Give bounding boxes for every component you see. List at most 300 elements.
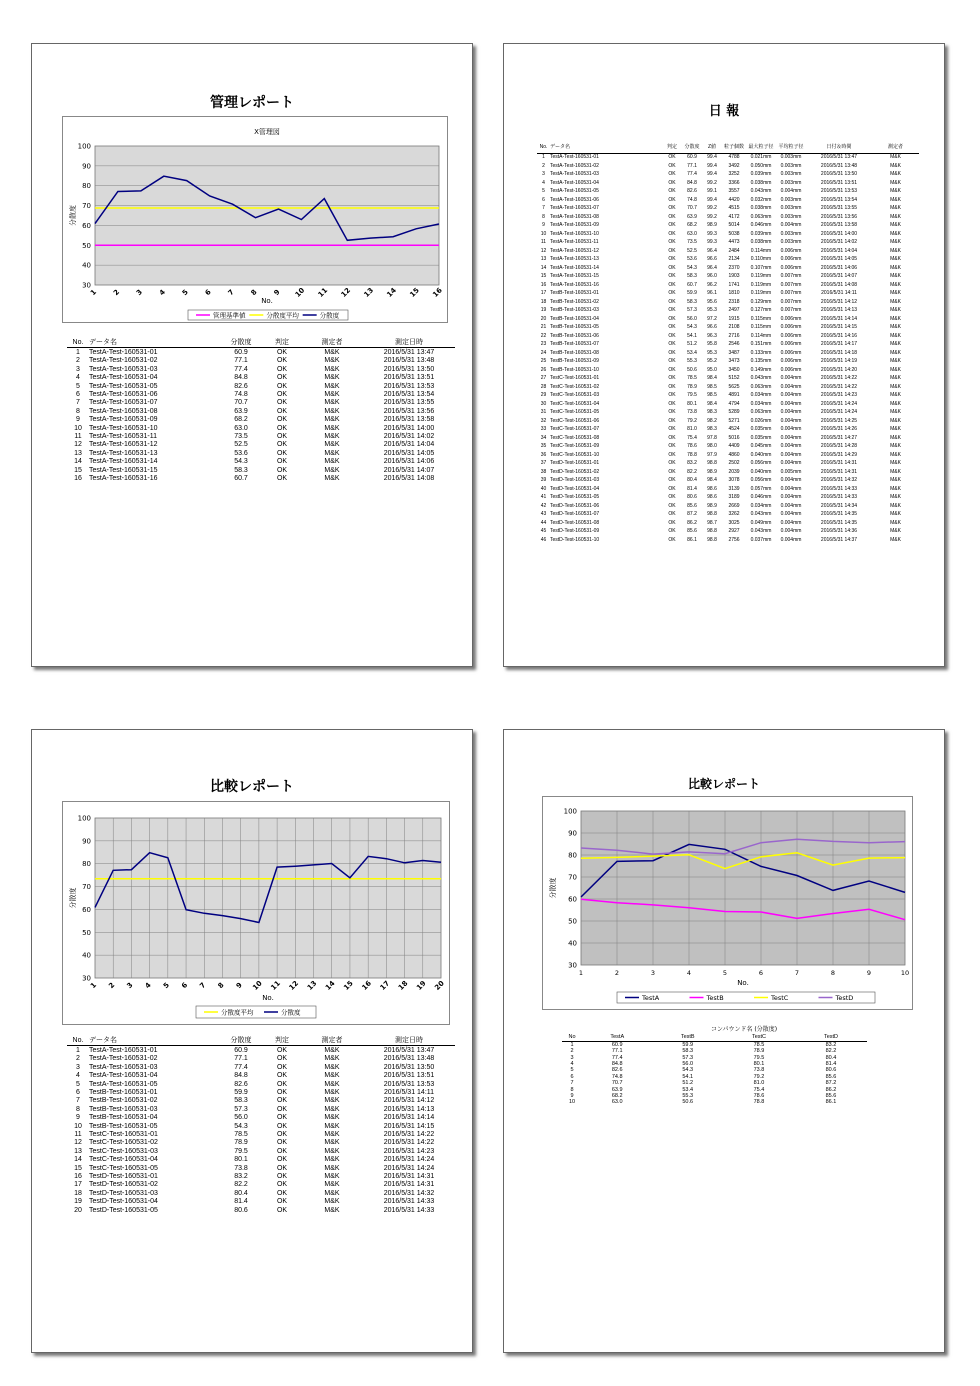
table-cell: 70.7	[687, 205, 697, 212]
table-cell: 38	[540, 468, 547, 475]
table-cell: TestA-Test-160531-08	[89, 407, 158, 415]
table-cell: 0.049mm	[750, 519, 772, 526]
report-page-comparison	[31, 729, 473, 1353]
table-cell: 3252	[728, 171, 740, 178]
table-cell: 75.4	[753, 1086, 765, 1093]
table-cell: OK	[668, 264, 676, 271]
table-cell: 82.2	[825, 1048, 837, 1055]
table-cell: OK	[276, 474, 288, 482]
table-cell: 95.2	[707, 358, 717, 365]
table-cell: OK	[276, 1105, 288, 1113]
table-cell: 77.1	[234, 1055, 248, 1063]
x-tick-label: 10	[293, 286, 307, 299]
table-row	[537, 324, 919, 333]
table-cell: 98.3	[707, 409, 717, 416]
table-cell: OK	[668, 443, 676, 450]
table-cell: 59.9	[682, 1041, 694, 1048]
y-axis-label: 分散度	[549, 877, 557, 899]
table-cell: M&K	[324, 1063, 340, 1071]
table-cell: M&K	[890, 536, 901, 543]
table-cell: 39	[540, 477, 547, 484]
table-cell: 0.004mm	[780, 400, 802, 407]
x-tick-label: 8	[216, 981, 226, 991]
data-table	[537, 143, 919, 545]
column-header: 測定者	[872, 143, 919, 153]
table-cell: TestC-Test-160531-09	[550, 443, 600, 450]
table-cell: 2016/5/31 14:31	[383, 1181, 435, 1189]
table-cell: TestC-Test-160531-03	[89, 1147, 158, 1155]
y-tick-label: 90	[568, 829, 577, 838]
table-cell: 99.4	[707, 162, 717, 169]
table-cell: 2016/5/31 13:54	[820, 196, 858, 203]
table-cell: TestD-Test-160531-08	[550, 519, 600, 526]
table-cell: 56.0	[682, 1061, 694, 1067]
table-cell: M&K	[890, 188, 901, 195]
table-cell: 0.006mm	[780, 247, 802, 254]
table-cell: 53.4	[682, 1086, 694, 1093]
x-tick-label: 10	[900, 969, 910, 977]
table-cell: 98.8	[707, 511, 717, 518]
table-cell: 18	[74, 1189, 82, 1197]
table-cell: 0.119mm	[750, 281, 772, 288]
table-cell: 95.3	[707, 307, 717, 314]
column-header: 分散度	[219, 1036, 263, 1046]
table-cell: OK	[276, 1147, 288, 1155]
table-cell: 3	[542, 171, 545, 178]
table-cell: 0.004mm	[780, 485, 802, 492]
table-cell: 0.046mm	[750, 494, 772, 501]
table-cell: 58.3	[234, 466, 248, 474]
table-cell: 2016/5/31 14:16	[820, 332, 858, 339]
table-cell: 14	[74, 458, 82, 466]
table-cell: M&K	[890, 349, 901, 356]
table-cell: TestC-Test-160531-05	[89, 1164, 158, 1172]
table-cell: OK	[276, 374, 288, 382]
table-cell: 4788	[728, 154, 740, 161]
table-row	[67, 1080, 455, 1088]
table-cell: OK	[668, 392, 676, 399]
table-cell: OK	[668, 315, 676, 322]
table-cell: TestD-Test-160531-03	[550, 477, 600, 484]
table-row	[537, 460, 919, 469]
report-page-management	[31, 43, 473, 667]
table-cell: 2016/5/31 14:31	[820, 460, 858, 467]
table-cell: 2016/5/31 14:33	[820, 485, 858, 492]
table-cell: 2502	[728, 460, 740, 467]
table-cell: 98.4	[707, 477, 717, 484]
table-cell: 74.8	[234, 391, 248, 399]
table-cell: TestB-Test-160531-02	[550, 298, 599, 305]
y-tick-label: 90	[82, 162, 91, 171]
column-header: No.	[537, 143, 550, 153]
table-cell: 60.9	[687, 154, 697, 161]
table-cell: 99.2	[707, 213, 717, 220]
legend-label: TestA	[642, 993, 660, 1002]
table-row	[67, 399, 455, 407]
table-cell: OK	[668, 366, 676, 373]
table-cell: 98.8	[707, 536, 717, 543]
table-cell: M&K	[324, 1072, 340, 1080]
table-cell: 2016/5/31 14:29	[820, 451, 858, 458]
table-row	[67, 1072, 455, 1080]
table-cell: 0.003mm	[780, 179, 802, 186]
table-cell: M&K	[890, 400, 901, 407]
comparison-chart	[62, 801, 450, 1025]
table-cell: 2	[542, 162, 545, 169]
table-cell: 63.9	[234, 407, 248, 415]
table-cell: 96.1	[707, 290, 717, 297]
table-cell: 3487	[728, 349, 740, 356]
table-cell: OK	[668, 196, 676, 203]
table-cell: 83.2	[687, 460, 697, 467]
table-row	[537, 290, 919, 299]
table-row	[537, 239, 919, 248]
table-cell: OK	[276, 1072, 288, 1080]
table-cell: 4	[542, 179, 545, 186]
table-row	[537, 315, 919, 324]
table-cell: M&K	[890, 154, 901, 161]
table-cell: 2016/5/31 13:56	[820, 213, 858, 220]
table-cell: 0.063mm	[750, 409, 772, 416]
table-cell: 78.8	[753, 1099, 765, 1106]
table-cell: M&K	[890, 213, 901, 220]
table-row	[537, 477, 919, 486]
table-cell: 96.2	[707, 281, 717, 288]
table-cell: OK	[276, 1122, 288, 1130]
table-cell: M&K	[890, 222, 901, 229]
column-header: TestB	[652, 1034, 722, 1042]
table-cell: 77.4	[611, 1054, 623, 1061]
table-cell: 2016/5/31 14:22	[820, 375, 858, 382]
table-cell: 0.005mm	[780, 468, 802, 475]
table-cell: 0.046mm	[750, 222, 772, 229]
compound-chart	[542, 796, 913, 1010]
table-row	[67, 1181, 455, 1189]
table-row	[537, 196, 919, 205]
table-cell: 84.8	[234, 374, 248, 382]
legend-label: TestD	[835, 993, 854, 1002]
table-cell: 79.5	[753, 1054, 765, 1061]
table-cell: 53.6	[234, 449, 248, 457]
table-cell: M&K	[890, 383, 901, 390]
x-axis-label: No.	[261, 297, 273, 305]
table-cell: 2016/5/31 14:34	[820, 502, 858, 509]
table-cell: 17	[74, 1181, 82, 1189]
table-cell: 4891	[728, 392, 740, 399]
table-cell: OK	[668, 494, 676, 501]
table-cell: M&K	[890, 443, 901, 450]
table-cell: 0.004mm	[780, 477, 802, 484]
table-cell: OK	[668, 188, 676, 195]
table-cell: OK	[276, 1198, 288, 1206]
table-cell: OK	[668, 222, 676, 229]
table-cell: M&K	[324, 416, 340, 424]
table-cell: OK	[668, 290, 676, 297]
table-cell: TestA-Test-160531-01	[89, 349, 158, 357]
table-cell: 5	[76, 382, 80, 390]
table-cell: 5038	[728, 230, 740, 237]
table-cell: OK	[276, 1063, 288, 1071]
table-cell: 41	[540, 494, 547, 501]
table-row	[537, 392, 919, 401]
table-cell: M&K	[890, 434, 901, 441]
table-cell: 60.9	[234, 1047, 248, 1055]
table-cell: 95.6	[707, 298, 717, 305]
data-table	[67, 338, 455, 483]
table-cell: 0.003mm	[780, 230, 802, 237]
table-row	[67, 449, 455, 457]
x-tick-label: 13	[305, 979, 319, 992]
page-title: 管理レポート	[210, 95, 294, 111]
table-cell: M&K	[324, 1147, 340, 1155]
table-cell: 2016/5/31 14:04	[383, 441, 435, 449]
table-row	[67, 1105, 455, 1113]
table-row	[537, 188, 919, 197]
table-cell: OK	[668, 409, 676, 416]
table-cell: OK	[668, 460, 676, 467]
table-cell: 0.034mm	[750, 400, 772, 407]
x-tick-label: 2	[111, 288, 122, 298]
table-cell: 2016/5/31 14:06	[820, 264, 858, 271]
table-cell: TestA-Test-160531-07	[550, 205, 599, 212]
table-cell: TestA-Test-160531-05	[89, 382, 158, 390]
table-cell: 4	[570, 1061, 574, 1067]
x-tick-label: 14	[385, 286, 398, 299]
column-header: TestC	[723, 1034, 795, 1042]
table-cell: OK	[668, 502, 676, 509]
table-cell: 0.037mm	[750, 536, 772, 543]
x-tick-label: 5	[180, 288, 190, 298]
table-cell: 2016/5/31 13:56	[383, 407, 435, 415]
table-cell: 5271	[728, 417, 740, 424]
table-row	[67, 1139, 455, 1147]
table-cell: 2016/5/31 14:27	[820, 434, 858, 441]
column-header: No.	[67, 338, 89, 348]
x-tick-label: 15	[408, 286, 421, 299]
table-cell: 68.2	[611, 1092, 623, 1099]
table-cell: 0.006mm	[780, 332, 802, 339]
table-cell: 84.8	[611, 1061, 623, 1067]
table-cell: OK	[668, 528, 676, 535]
table-cell: 5	[570, 1067, 574, 1074]
table-cell: 16	[540, 281, 547, 288]
table-cell: M&K	[890, 502, 901, 509]
table-cell: 2016/5/31 14:32	[820, 477, 858, 484]
table-cell: 2370	[728, 264, 740, 271]
table-cell: M&K	[890, 468, 901, 475]
table-cell: 0.021mm	[750, 154, 772, 161]
table-row	[67, 1189, 455, 1197]
table-cell: 98.2	[707, 417, 717, 424]
table-cell: TestA-Test-160531-16	[89, 474, 158, 482]
table-cell: M&K	[324, 1139, 340, 1147]
table-cell: 59.9	[687, 290, 697, 297]
table-cell: 0.007mm	[780, 298, 802, 305]
table-cell: 0.006mm	[780, 256, 802, 263]
table-cell: 73.8	[234, 1164, 248, 1172]
table-row	[537, 511, 919, 520]
table-cell: 73.5	[234, 432, 248, 440]
y-tick-label: 80	[568, 851, 577, 860]
table-cell: 1	[76, 349, 80, 357]
table-cell: 78.6	[687, 443, 697, 450]
table-cell: 0.043mm	[750, 188, 772, 195]
table-cell: 2716	[728, 332, 740, 339]
table-cell: 0.119mm	[750, 290, 772, 297]
table-cell: 2016/5/31 13:55	[383, 399, 435, 407]
table-cell: M&K	[324, 1181, 340, 1189]
table-cell: 98.9	[707, 468, 717, 475]
table-cell: TestB-Test-160531-05	[550, 324, 599, 331]
table-cell: 0.004mm	[780, 426, 802, 433]
table-cell: 13	[74, 1147, 82, 1155]
table-cell: 2016/5/31 14:02	[383, 432, 435, 440]
table-cell: TestC-Test-160531-04	[89, 1156, 158, 1164]
table-row	[67, 1046, 455, 1055]
table-cell: M&K	[324, 349, 340, 357]
table-cell: OK	[276, 1047, 288, 1055]
table-cell: 29	[540, 392, 547, 399]
table-row	[67, 1197, 455, 1205]
table-cell: 86.1	[687, 536, 697, 543]
table-cell: 98.8	[707, 460, 717, 467]
table-cell: 45	[540, 528, 547, 535]
table-cell: TestC-Test-160531-03	[550, 392, 600, 399]
legend-label: TestB	[706, 993, 724, 1002]
table-cell: 54.1	[687, 332, 697, 339]
table-cell: 0.004mm	[780, 528, 802, 535]
table-cell: M&K	[890, 341, 901, 348]
table-row	[67, 457, 455, 465]
table-cell: 0.057mm	[750, 485, 772, 492]
table-cell: 86.2	[825, 1086, 837, 1093]
table-cell: 2016/5/31 13:55	[820, 205, 858, 212]
table-cell: 0.114mm	[750, 247, 772, 254]
table-cell: 2016/5/31 14:22	[383, 1130, 435, 1138]
y-axis-label: 分散度	[69, 205, 77, 226]
table-cell: TestA-Test-160531-15	[89, 466, 158, 474]
table-cell: 35	[540, 443, 547, 450]
chart-title: X管理図	[254, 128, 280, 136]
table-cell: 0.006mm	[780, 358, 802, 365]
table-cell: 2484	[728, 247, 740, 254]
table-cell: 6	[570, 1073, 574, 1080]
table-cell: 56.0	[687, 315, 697, 322]
table-cell: OK	[276, 357, 288, 365]
table-cell: 3557	[728, 188, 740, 195]
table-cell: M&K	[890, 307, 901, 314]
table-cell: 2016/5/31 14:11	[383, 1089, 435, 1097]
table-cell: 2	[76, 1055, 80, 1063]
table-cell: 2016/5/31 14:33	[820, 494, 858, 501]
table-cell: 52.5	[234, 441, 248, 449]
table-cell: 77.4	[687, 171, 697, 178]
table-cell: 78.5	[753, 1041, 765, 1048]
table-cell: 2016/5/31 14:13	[820, 307, 858, 314]
table-cell: 70.7	[234, 399, 248, 407]
table-cell: 5	[76, 1080, 80, 1088]
table-cell: 4420	[728, 196, 740, 203]
table-cell: 3492	[728, 162, 740, 169]
table-cell: 2016/5/31 13:47	[383, 1047, 435, 1055]
table-cell: M&K	[324, 424, 340, 432]
table-cell: 2016/5/31 14:24	[383, 1156, 435, 1164]
table-cell: 0.004mm	[780, 443, 802, 450]
table-cell: 96.0	[707, 273, 717, 280]
x-tick-label: 17	[378, 979, 392, 992]
table-cell: OK	[668, 426, 676, 433]
table-row	[537, 434, 919, 443]
x-tick-label: 4	[157, 288, 167, 298]
table-cell: 77.1	[234, 357, 248, 365]
table-cell: 2016/5/31 14:08	[383, 474, 435, 482]
table-cell: TestB-Test-160531-01	[89, 1089, 158, 1097]
table-cell: 0.050mm	[750, 162, 772, 169]
table-cell: 0.063mm	[750, 383, 772, 390]
table-cell: 0.063mm	[750, 213, 772, 220]
y-tick-label: 90	[82, 837, 91, 846]
column-header: 測定日時	[363, 338, 455, 348]
y-tick-label: 60	[82, 221, 91, 230]
table-header-row	[67, 1036, 455, 1046]
table-cell: 9	[570, 1092, 574, 1099]
table-cell: 4473	[728, 239, 740, 246]
table-cell: M&K	[890, 230, 901, 237]
table-cell: 1741	[728, 281, 740, 288]
table-cell: 15	[74, 466, 82, 474]
table-cell: 81.0	[753, 1080, 765, 1087]
table-cell: 0.043mm	[750, 375, 772, 382]
x-axis-label: No.	[262, 994, 274, 1002]
table-cell: TestD-Test-160531-05	[550, 494, 600, 501]
y-tick-label: 70	[82, 883, 91, 892]
table-cell: 98.6	[707, 494, 717, 501]
table-cell: 0.114mm	[750, 332, 772, 339]
table-cell: 2016/5/31 14:14	[820, 315, 858, 322]
table-cell: 96.4	[707, 247, 717, 254]
table-cell: M&K	[324, 1130, 340, 1138]
table-cell: 2318	[728, 298, 740, 305]
table-cell: OK	[668, 298, 676, 305]
x-tick-label: 7	[794, 969, 800, 977]
column-header: No.	[67, 1036, 89, 1046]
table-cell: 50.6	[687, 366, 697, 373]
table-cell: 7	[570, 1080, 574, 1087]
table-cell: 0.003mm	[780, 154, 802, 161]
table-cell: 21	[540, 324, 547, 331]
table-cell: 2016/5/31 13:58	[383, 416, 435, 424]
x-tick-label: 12	[287, 979, 301, 992]
table-cell: 2756	[728, 536, 740, 543]
x-tick-label: 20	[433, 979, 446, 992]
column-header: 最大粒子径	[746, 143, 776, 153]
y-tick-label: 80	[82, 860, 91, 869]
table-cell: 60.7	[234, 474, 248, 482]
table-cell: 2669	[728, 502, 740, 509]
table-cell: 68.2	[687, 222, 697, 229]
table-cell: M&K	[324, 1189, 340, 1197]
table-cell: 99.3	[707, 230, 717, 237]
compound-table	[562, 1034, 867, 1106]
table-cell: 2016/5/31 14:08	[820, 281, 858, 288]
table-cell: 60.7	[687, 281, 697, 288]
x-tick-label: 3	[125, 981, 135, 991]
table-cell: 34	[540, 434, 547, 441]
table-cell: M&K	[324, 1206, 340, 1214]
x-tick-label: 3	[650, 969, 656, 977]
legend-label: 分散度平均	[221, 1008, 254, 1017]
table-cell: TestA-Test-160531-02	[550, 162, 599, 169]
